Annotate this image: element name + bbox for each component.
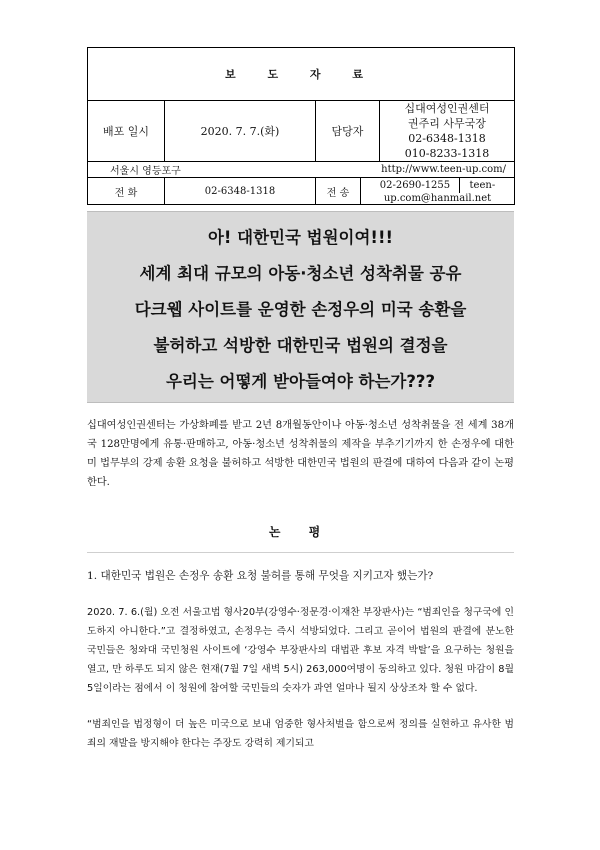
release-date-value: 2020. 7. 7.(화) (165, 101, 316, 162)
headline-box (87, 211, 514, 403)
release-date-label: 배포 일시 (88, 101, 165, 162)
contact-org: 십대여성인권센터 (404, 102, 490, 115)
website-link[interactable]: http://www.teen-up.com/ (316, 162, 515, 178)
press-release-header-table (87, 47, 515, 205)
contact-mobile: 010-8233-1318 (404, 147, 490, 160)
headline-line-2: 세계 최대 규모의 아동·청소년 성착취물 공유 (139, 264, 462, 283)
intro-paragraph: 십대여성인권센터는 가상화폐를 받고 2년 8개월동안이나 아동·청소년 성착취물을 전 세계 38개국 128만명에게 유통·판매하고, 아동·청소년 성착취물의 제작을 부추기기까지 한 손정우에 대한 미 법무부의 강제 송환 요청을 불허하고 석방한 대한민국 법원의 판결에 대하여 다음과 같이 논평한다. (87, 420, 514, 488)
email-link[interactable]: teen-up.com@hanmail.net (383, 180, 496, 204)
body-paragraph-3: “범죄인을 법정형이 더 높은 미국으로 보내 엄중한 형사처벌을 함으로써 정의를 실현하고 유사한 범죄의 재발을 방지해야 한다는 주장도 강력히 제기되고 (87, 719, 514, 749)
section-heading: 1. 대한민국 법원은 손정우 송환 요청 불허를 통해 무엇을 지키고자 했는가? (87, 570, 434, 582)
contact-label: 담당자 (316, 101, 380, 162)
headline-line-4: 불허하고 석방한 대한민국 법원의 결정을 (153, 336, 448, 355)
headline-line-1: 아! 대한민국 법원이여!!! (207, 228, 394, 247)
phone-value: 02-6348-1318 (165, 178, 316, 205)
section-title: 논 평 (268, 525, 333, 539)
contact-info (380, 101, 515, 162)
fax-email-cell (361, 178, 515, 205)
document-title: 보 도 자 료 (88, 48, 515, 101)
headline-line-5: 우리는 어떻게 받아들여야 하는가??? (165, 372, 436, 391)
contact-phone: 02-6348-1318 (408, 132, 486, 145)
fax-label: 전 송 (316, 178, 361, 205)
address-text: 서울시 영등포구 (88, 162, 316, 178)
contact-person: 권주리 사무국장 (408, 117, 486, 130)
fax-value: 02-2690-1255 (379, 180, 451, 191)
phone-label: 전 화 (88, 178, 165, 205)
section-divider (87, 552, 514, 553)
press-release-page (87, 47, 514, 753)
body-paragraph-2: 2020. 7. 6.(월) 오전 서울고법 형사20부(강영수·정문경·이재찬 부장판사)는 “범죄인을 청구국에 인도하지 아니한다.”고 결정하였고, 손정우는 즉시 석방되었다. 그리고 곧이어 법원의 판결에 분노한 국민들은 청와대 국민청원 사이트에 ‘강영수 부장판사의 대법관 후보 자격 박탈’을 요구하는 청원을 열고, 만 하루도 되지 않은 현재(7월 7일 새벽 5시) 263,000여명이 동의하고 있다. 청원 마감이 8월 5일이라는 점에서 이 청원에 참여할 국민들의 숫자가 과연 얼마나 될지 상상조차 할 수 없다. (87, 607, 514, 694)
headline-line-3: 다크웹 사이트를 운영한 손정우의 미국 송환을 (134, 300, 467, 319)
